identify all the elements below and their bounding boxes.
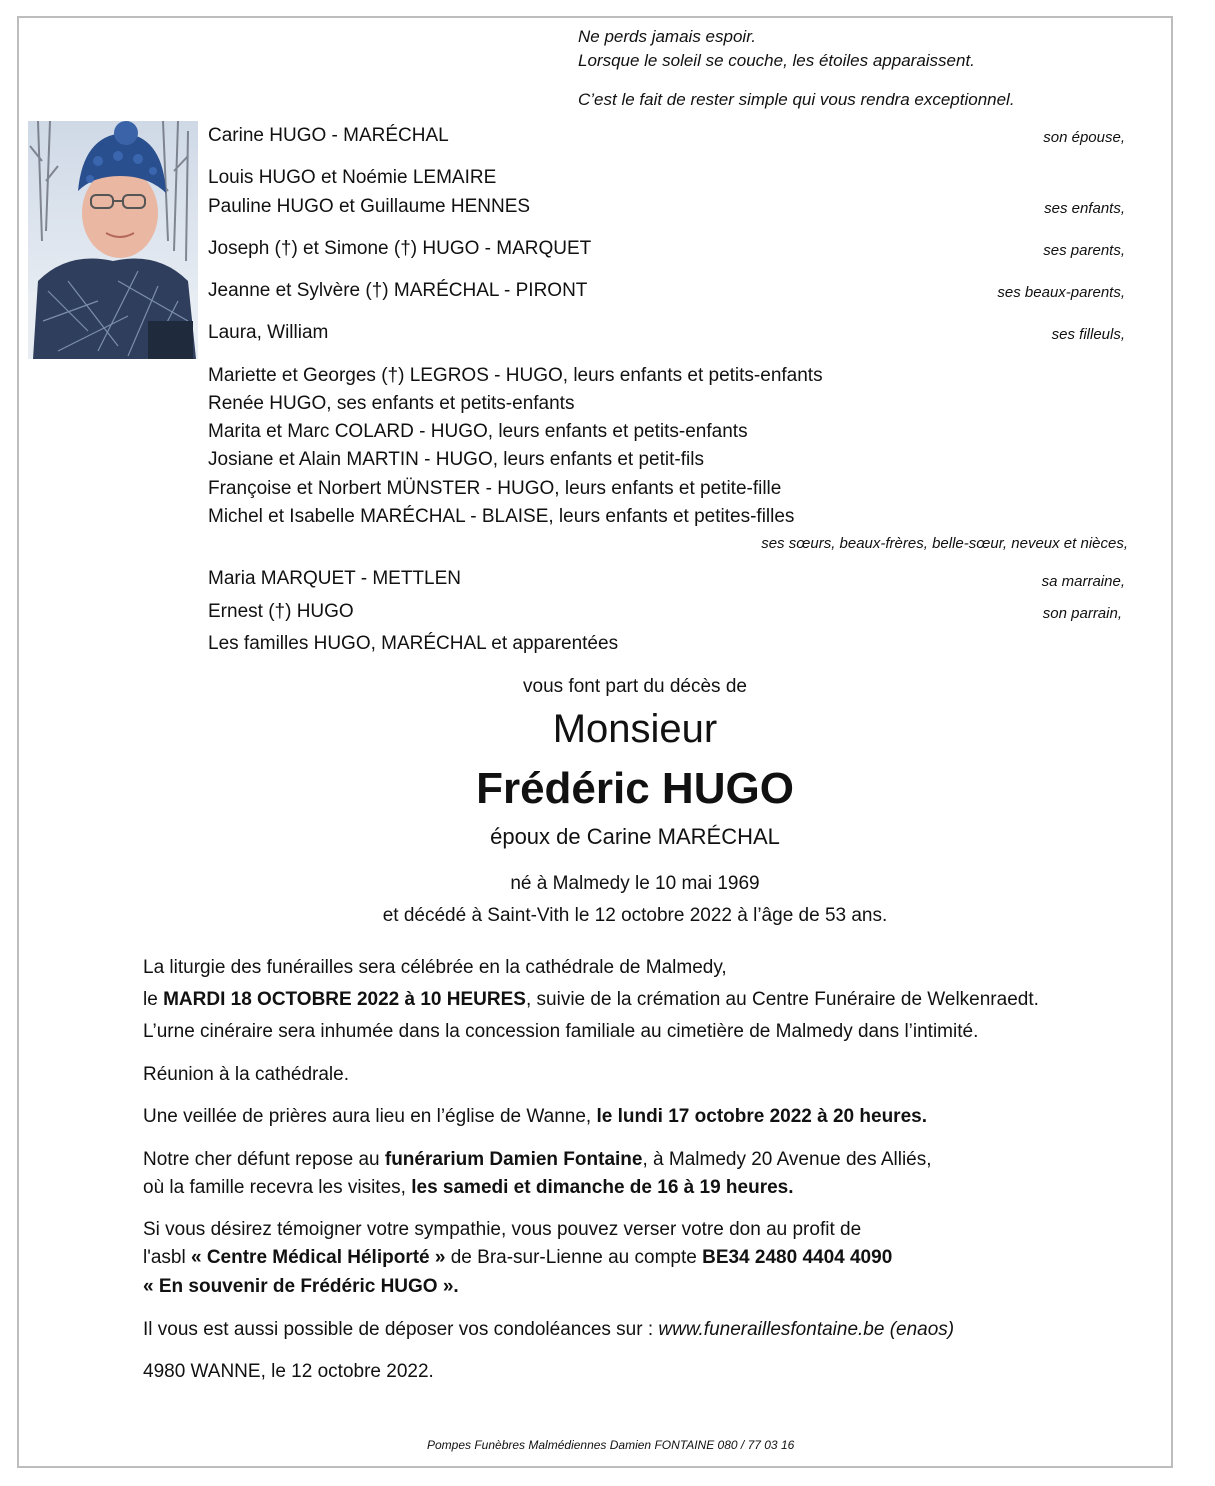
family-name-1: Carine HUGO - MARÉCHAL bbox=[208, 125, 449, 146]
condolences-line bbox=[143, 1319, 954, 1341]
announce-intro: vous font part du décès de bbox=[523, 676, 747, 697]
funeral-line-2-pre: le bbox=[143, 989, 164, 1010]
place-date-line: 4980 WANNE, le 12 octobre 2022. bbox=[143, 1361, 434, 1382]
funeral-line-2-post: , suivie de la crémation au Centre Funéraire de Welkenraedt. bbox=[525, 989, 1039, 1010]
family-name-4: Joseph (†) et Simone (†) HUGO - MARQUET bbox=[208, 238, 592, 259]
quote-line-1: Ne perds jamais espoir. bbox=[578, 27, 756, 46]
donation-account: BE34 2480 4404 4090 bbox=[702, 1247, 893, 1268]
funerarium-name: funérarium Damien Fontaine bbox=[384, 1149, 643, 1170]
family-name-6: Laura, William bbox=[208, 322, 329, 343]
family-name-7: Mariette et Georges (†) LEGROS - HUGO, leurs enfants et petits-enfants bbox=[208, 365, 823, 386]
donation-line-2 bbox=[143, 1247, 892, 1269]
condolences-pre: Il vous est aussi possible de déposer vos condoléances sur : bbox=[143, 1319, 659, 1340]
family-relation-13: sa marraine, bbox=[1041, 573, 1125, 590]
portrait-photo bbox=[28, 121, 198, 359]
family-name-3: Pauline HUGO et Guillaume HENNES bbox=[208, 196, 531, 217]
family-name-8: Renée HUGO, ses enfants et petits-enfants bbox=[208, 393, 575, 414]
family-name-2: Louis HUGO et Noémie LEMAIRE bbox=[208, 167, 497, 188]
funeral-date: MARDI 18 OCTOBRE 2022 à 10 HEURES bbox=[163, 989, 526, 1010]
family-name-12: Michel et Isabelle MARÉCHAL - BLAISE, leurs enfants et petites-filles bbox=[208, 506, 795, 527]
family-relation-5: ses beaux-parents, bbox=[997, 284, 1125, 301]
vigil-date: le lundi 17 octobre 2022 à 20 heures. bbox=[596, 1106, 927, 1127]
rest-pre: Notre cher défunt repose au bbox=[143, 1149, 385, 1170]
family-name-15: Les familles HUGO, MARÉCHAL et apparentées bbox=[208, 633, 619, 654]
announce-born: né à Malmedy le 10 mai 1969 bbox=[510, 873, 760, 894]
donation-line-3 bbox=[143, 1276, 459, 1298]
family-relation-1: son épouse, bbox=[1043, 129, 1125, 146]
announce-title: Monsieur bbox=[552, 707, 718, 751]
donation-mid: de Bra-sur-Lienne au compte bbox=[445, 1247, 703, 1268]
footer-funeral-home: Pompes Funèbres Malmédiennes Damien FONTAINE 080 / 77 03 16 bbox=[427, 1438, 795, 1452]
family-relation-6: ses filleuls, bbox=[1051, 326, 1125, 343]
family-name-14: Ernest (†) HUGO bbox=[208, 601, 354, 622]
family-relation-12: ses sœurs, beaux-frères, belle-sœur, neveux et nièces, bbox=[761, 535, 1128, 552]
meeting-line: Réunion à la cathédrale. bbox=[143, 1064, 349, 1085]
family-name-9: Marita et Marc COLARD - HUGO, leurs enfants et petits-enfants bbox=[208, 421, 748, 442]
deceased-name: Frédéric HUGO bbox=[476, 764, 794, 813]
family-relation-14: son parrain, bbox=[1042, 605, 1122, 622]
donation-org: « Centre Médical Héliporté » bbox=[190, 1247, 446, 1268]
quote-line-3: C’est le fait de rester simple qui vous rendra exceptionnel. bbox=[578, 90, 1015, 109]
rest-line-1 bbox=[143, 1149, 932, 1171]
funeral-line-3: L’urne cinéraire sera inhumée dans la concession familiale au cimetière de Malmedy dans l’intimité. bbox=[143, 1021, 979, 1042]
family-name-10: Josiane et Alain MARTIN - HUGO, leurs enfants et petit-fils bbox=[208, 449, 704, 470]
quote-line-2: Lorsque le soleil se couche, les étoiles apparaissent. bbox=[578, 51, 975, 70]
donation-line-1: Si vous désirez témoigner votre sympathie, vous pouvez verser votre don au profit de bbox=[143, 1219, 862, 1240]
family-name-11: Françoise et Norbert MÜNSTER - HUGO, leurs enfants et petite-fille bbox=[208, 478, 782, 499]
visits-pre: où la famille recevra les visites, bbox=[143, 1177, 412, 1198]
donation-memo: « En souvenir de Frédéric HUGO ». bbox=[143, 1276, 459, 1297]
vigil-line bbox=[143, 1106, 927, 1128]
donation-pre: l'asbl bbox=[143, 1247, 191, 1268]
rest-line-2 bbox=[143, 1177, 794, 1199]
family-name-5: Jeanne et Sylvère (†) MARÉCHAL - PIRONT bbox=[208, 280, 588, 301]
visits-times: les samedi et dimanche de 16 à 19 heures. bbox=[411, 1177, 794, 1198]
announce-spouse: époux de Carine MARÉCHAL bbox=[490, 824, 780, 849]
funeral-line-2 bbox=[143, 989, 1039, 1011]
family-name-13: Maria MARQUET - METTLEN bbox=[208, 568, 462, 589]
funeral-line-1: La liturgie des funérailles sera célébrée en la cathédrale de Malmedy, bbox=[143, 957, 727, 978]
portrait-photo-illustration bbox=[28, 121, 198, 359]
family-relation-4: ses parents, bbox=[1043, 242, 1125, 259]
condolences-website: www.funeraillesfontaine.be (enaos) bbox=[658, 1319, 955, 1340]
announce-died: et décédé à Saint-Vith le 12 octobre 2022 à l’âge de 53 ans. bbox=[382, 905, 888, 926]
vigil-pre: Une veillée de prières aura lieu en l’église de Wanne, bbox=[143, 1106, 597, 1127]
family-relation-3: ses enfants, bbox=[1044, 200, 1125, 217]
rest-post: , à Malmedy 20 Avenue des Alliés, bbox=[642, 1149, 932, 1170]
